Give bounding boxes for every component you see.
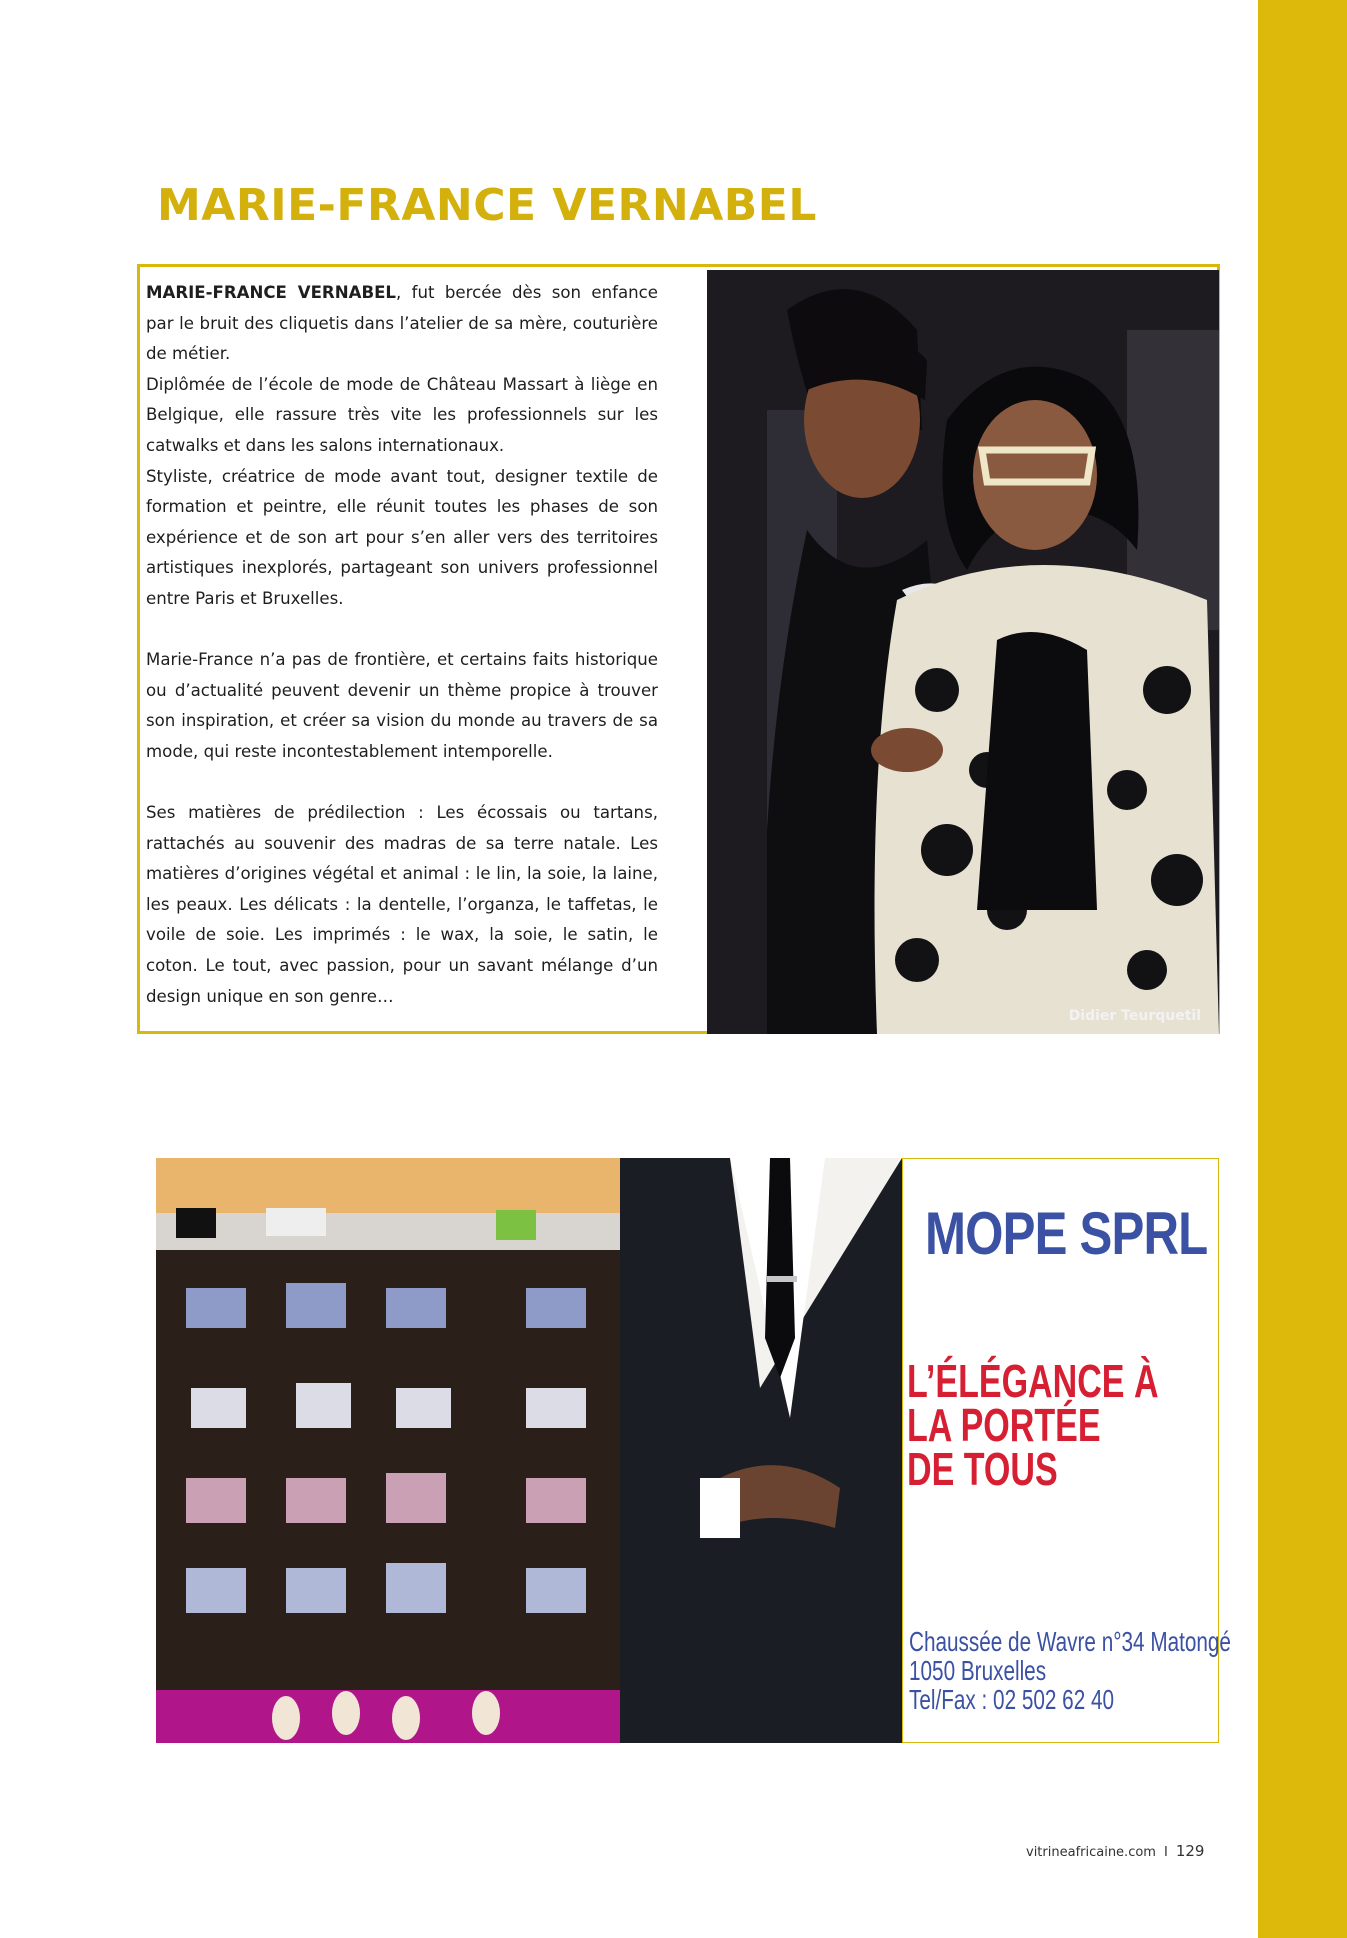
footer-website-link[interactable]: vitrineafricaine.com xyxy=(1026,1845,1156,1860)
page-footer xyxy=(1026,1842,1204,1860)
shop-shelves-photo xyxy=(156,1158,620,1743)
ad-company-name: MOPE SPRL xyxy=(925,1200,1208,1267)
shop-illustration xyxy=(156,1158,620,1743)
article-paragraph-2: Marie-France n’a pas de frontière, et certains faits historique ou d’actualité peuvent devenir un thème propice à trouver son inspiration, et créer sa vision du monde au travers de sa mode, qui reste incontestablement intemporelle. xyxy=(146,650,658,761)
article-lead-name: MARIE-FRANCE VERNABEL xyxy=(146,283,396,302)
photo-credit: Didier Teurquetil xyxy=(1068,1008,1201,1024)
portrait-photo xyxy=(707,270,1219,1034)
ad-phone: Tel/Fax : 02 502 62 40 xyxy=(909,1684,1115,1715)
advertisement xyxy=(156,1158,1231,1743)
ad-slogan-line: L’ÉLÉGANCE À xyxy=(907,1355,1159,1407)
suit-photo xyxy=(620,1158,902,1743)
suit-illustration xyxy=(620,1158,902,1743)
article-career-text: Styliste, créatrice de mode avant tout, designer textile de formation et peintre, elle réunit toutes les phases de son expérience et de son art pour s’en aller vers des territoires artistiques inexplorés, partageant son univers professionnel entre Paris et Bruxelles. xyxy=(146,466,658,608)
yellow-side-bar xyxy=(1258,0,1347,1938)
ad-address xyxy=(909,1626,1231,1715)
ad-slogan-line: LA PORTÉE xyxy=(907,1399,1101,1451)
article-intro-text: , fut bercée dès son enfance par le bruit des cliquetis dans l’atelier de sa mère, couturière de métier. xyxy=(146,283,658,364)
article-body xyxy=(146,278,658,1012)
ad-address-line: 1050 Bruxelles xyxy=(909,1655,1047,1686)
article-paragraph-1 xyxy=(146,278,658,615)
ad-address-line: Chaussée de Wavre n°34 Matongé xyxy=(909,1626,1231,1657)
page-title: MARIE-FRANCE VERNABEL xyxy=(157,180,817,231)
article-education-text: Diplômée de l’école de mode de Château Massart à liège en Belgique, elle rassure très vite les professionnels sur les catwalks et dans les salons internationaux. xyxy=(146,374,658,455)
article-paragraph-3: Ses matières de prédilection : Les écossais ou tartans, rattachés au souvenir des madras de sa terre natale. Les matières d’origines végétal et animal : le lin, la soie, la laine, les peaux. Les délicats : la dentelle, l’organza, le taffetas, le voile de soie. Les imprimés : le wax, la soie, le satin, le coton. Le tout, avec passion, pour un savant mélange d’un design unique en son genre… xyxy=(146,803,658,1006)
footer-separator: I xyxy=(1163,1845,1168,1860)
ad-slogan-line: DE TOUS xyxy=(907,1443,1058,1495)
ad-slogan xyxy=(907,1355,1203,1495)
ad-text-panel xyxy=(902,1158,1231,1743)
page-number: 129 xyxy=(1175,1842,1205,1860)
portrait-illustration xyxy=(707,270,1219,1034)
